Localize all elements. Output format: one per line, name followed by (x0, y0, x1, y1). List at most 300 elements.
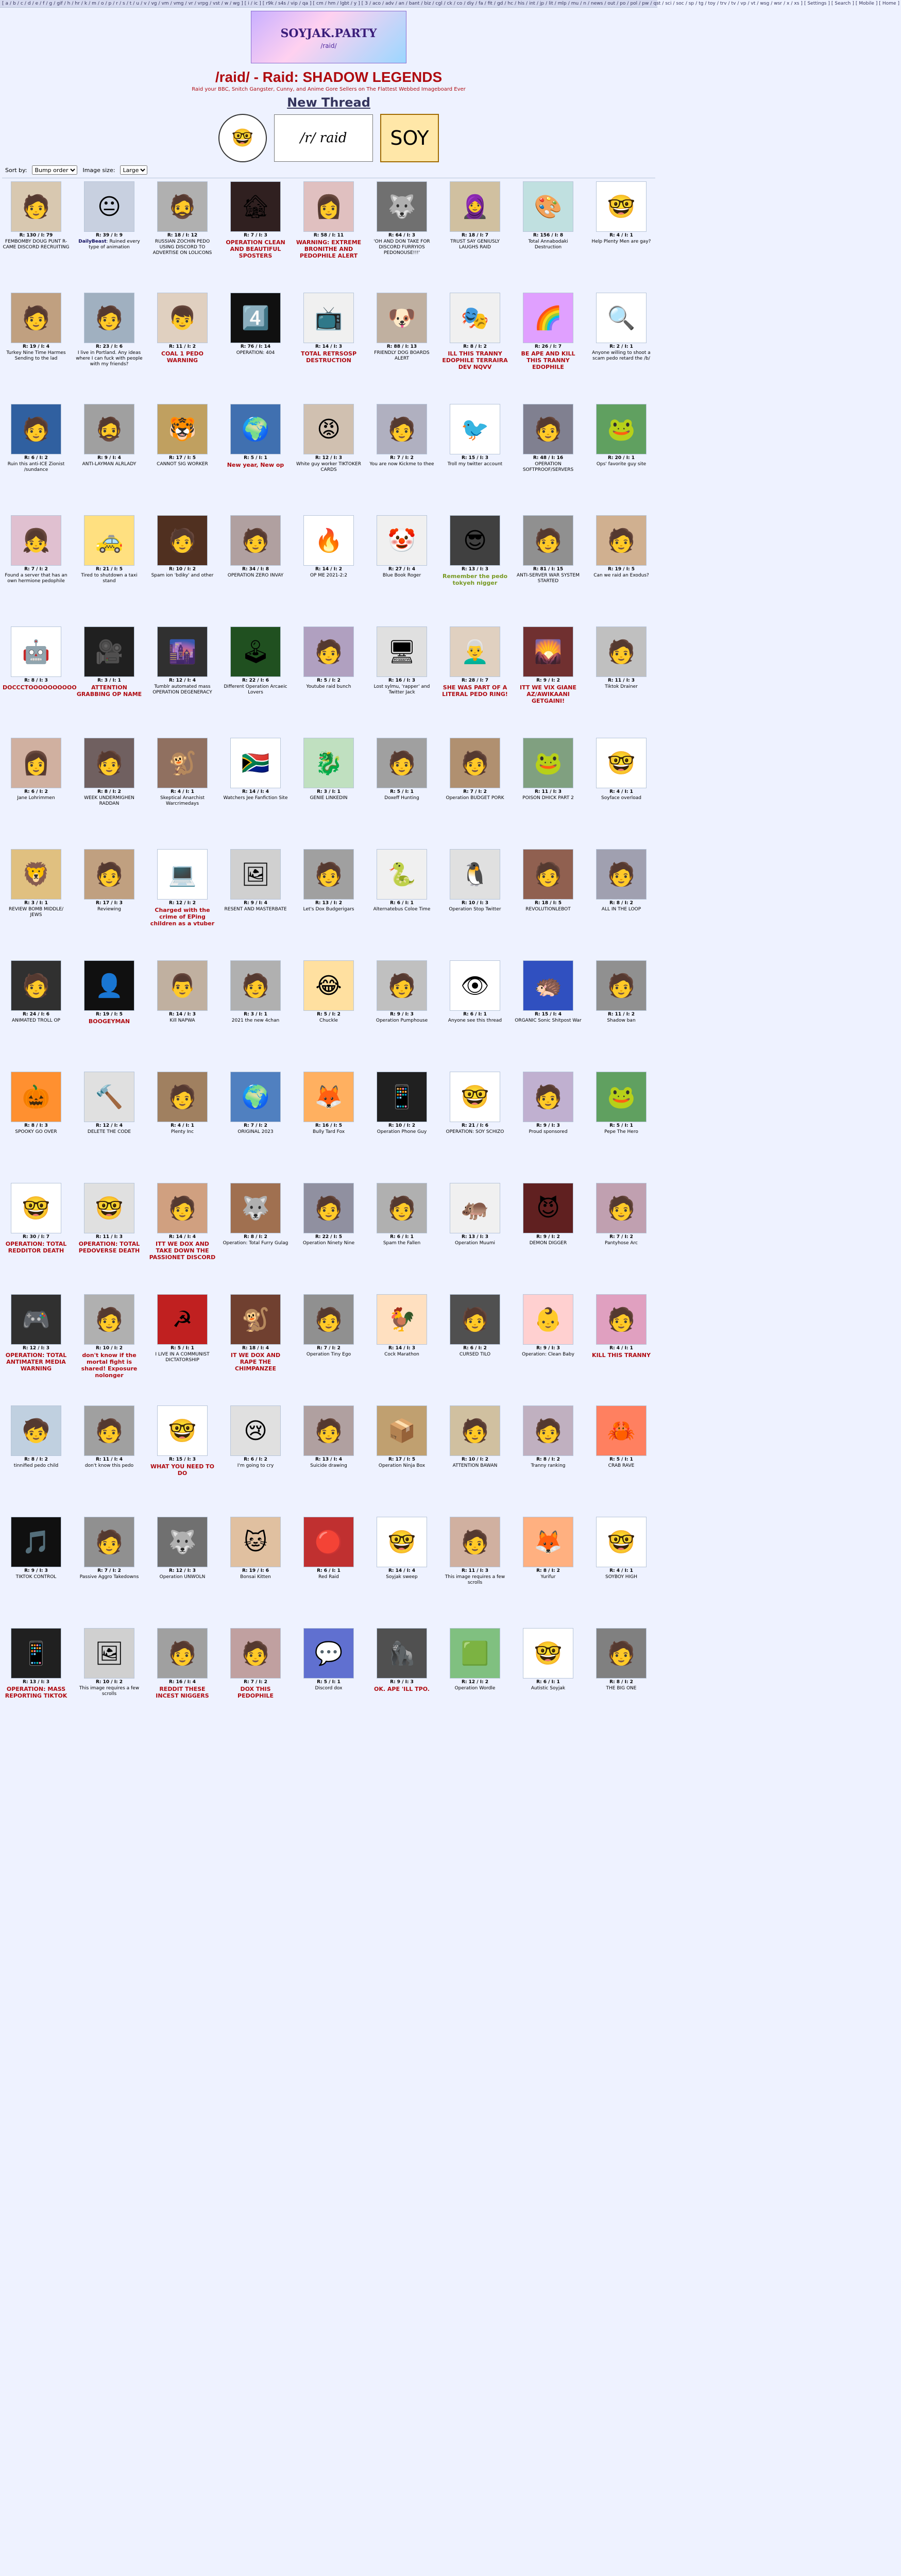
thread-thumbnail[interactable]: 👨 (157, 960, 208, 1011)
thread-thumbnail[interactable]: 🧑 (303, 1294, 354, 1345)
nav-item[interactable]: wg (233, 1, 240, 6)
nav-item[interactable]: adv (385, 1, 394, 6)
thread-thumbnail[interactable]: 🧑 (157, 1628, 208, 1679)
thread-thumbnail[interactable]: 🐺 (377, 181, 427, 232)
nav-item[interactable]: pw (642, 1, 649, 6)
catalog-thread[interactable] (294, 1072, 363, 1180)
nav-item[interactable]: b (13, 1, 16, 6)
thread-thumbnail[interactable]: 🤓 (11, 1183, 61, 1233)
nav-item[interactable]: biz (424, 1, 431, 6)
catalog-thread[interactable] (148, 404, 217, 512)
catalog-thread[interactable] (514, 738, 583, 846)
catalog-thread[interactable] (440, 738, 509, 846)
catalog-thread[interactable] (440, 1405, 509, 1514)
thread-thumbnail[interactable]: 🧑 (377, 960, 427, 1011)
catalog-thread[interactable] (514, 293, 583, 401)
thread-thumbnail[interactable]: 🦔 (523, 960, 573, 1011)
thread-thumbnail[interactable]: 🧑 (303, 849, 354, 900)
thread-thumbnail[interactable]: 🤓 (596, 1517, 647, 1567)
thread-thumbnail[interactable]: 🎨 (523, 181, 573, 232)
catalog-thread[interactable] (587, 849, 656, 957)
thread-thumbnail[interactable]: 🧑 (11, 404, 61, 454)
thread-thumbnail[interactable]: 🤓 (596, 738, 647, 788)
thread-thumbnail[interactable]: 📱 (377, 1072, 427, 1122)
thread-thumbnail[interactable]: 🧑 (450, 1405, 500, 1456)
thread-thumbnail[interactable]: 🤓 (157, 1405, 208, 1456)
catalog-thread[interactable] (514, 1294, 583, 1402)
thread-thumbnail[interactable]: 🌍 (230, 404, 281, 454)
thread-thumbnail[interactable]: 💬 (303, 1628, 354, 1679)
catalog-thread[interactable] (75, 626, 144, 735)
catalog-thread[interactable] (294, 1294, 363, 1402)
nav-item[interactable]: vp (740, 1, 746, 6)
catalog-thread[interactable] (294, 404, 363, 512)
catalog-thread[interactable] (294, 738, 363, 846)
thread-thumbnail[interactable]: 🧑 (450, 738, 500, 788)
thread-thumbnail[interactable]: 😢 (230, 1405, 281, 1456)
catalog-thread[interactable] (2, 181, 71, 290)
nav-item[interactable]: out (607, 1, 616, 6)
catalog-thread[interactable] (440, 1628, 509, 1736)
catalog-thread[interactable] (75, 1183, 144, 1291)
catalog-thread[interactable] (294, 1405, 363, 1514)
catalog-thread[interactable] (221, 1517, 290, 1625)
nav-item[interactable]: trv (720, 1, 727, 6)
new-thread-link[interactable]: New Thread (287, 95, 370, 110)
catalog-thread[interactable] (75, 404, 144, 512)
catalog-thread[interactable] (221, 738, 290, 846)
catalog-thread[interactable] (514, 1517, 583, 1625)
nav-item[interactable]: mu (571, 1, 579, 6)
nav-item[interactable]: wsg (760, 1, 770, 6)
thread-thumbnail[interactable]: 🏚 (230, 181, 281, 232)
nav-item[interactable]: an (398, 1, 404, 6)
nav-item[interactable]: jp (539, 1, 545, 6)
catalog-thread[interactable] (148, 849, 217, 957)
thread-thumbnail[interactable]: 🤓 (596, 181, 647, 232)
catalog-thread[interactable] (514, 181, 583, 290)
nav-item[interactable]: toy (708, 1, 716, 6)
thread-thumbnail[interactable]: 🦀 (596, 1405, 647, 1456)
thread-thumbnail[interactable]: 🧑 (596, 1628, 647, 1679)
catalog-thread[interactable] (367, 181, 436, 290)
soyjak-ad-icon[interactable]: 🤓 (218, 114, 267, 162)
nav-item[interactable]: f (43, 1, 45, 6)
nav-item[interactable]: ic (253, 1, 258, 6)
catalog-thread[interactable] (440, 1072, 509, 1180)
catalog-thread[interactable] (148, 1294, 217, 1402)
thread-thumbnail[interactable]: 🐸 (523, 738, 573, 788)
nav-item[interactable]: tv (731, 1, 736, 6)
catalog-thread[interactable] (367, 1294, 436, 1402)
thread-thumbnail[interactable]: 🧑 (11, 960, 61, 1011)
catalog-thread[interactable] (367, 1517, 436, 1625)
catalog-thread[interactable] (514, 626, 583, 735)
catalog-thread[interactable] (367, 626, 436, 735)
catalog-thread[interactable] (294, 849, 363, 957)
catalog-thread[interactable] (587, 738, 656, 846)
thread-thumbnail[interactable]: 🤓 (523, 1628, 573, 1679)
nav-item[interactable]: vst (213, 1, 220, 6)
thread-thumbnail[interactable]: 4️⃣ (230, 293, 281, 343)
nav-item[interactable]: v (144, 1, 147, 6)
catalog-thread[interactable] (75, 1628, 144, 1736)
thread-thumbnail[interactable]: 🧑 (596, 960, 647, 1011)
thread-thumbnail[interactable]: 🧑 (84, 1294, 134, 1345)
catalog-thread[interactable] (221, 626, 290, 735)
thread-thumbnail[interactable]: 🧑 (84, 293, 134, 343)
nav-item[interactable]: his (518, 1, 525, 6)
thread-thumbnail[interactable]: 👩 (303, 181, 354, 232)
thread-thumbnail[interactable]: 🌈 (523, 293, 573, 343)
thread-thumbnail[interactable]: 🐺 (230, 1183, 281, 1233)
catalog-thread[interactable] (294, 960, 363, 1069)
nav-item[interactable]: hm (328, 1, 336, 6)
thread-thumbnail[interactable]: 🧑 (11, 181, 61, 232)
nav-item[interactable]: vrpg (197, 1, 209, 6)
catalog-thread[interactable] (587, 1517, 656, 1625)
nav-item[interactable]: ck (447, 1, 452, 6)
thread-thumbnail[interactable]: 🤡 (377, 515, 427, 566)
catalog-thread[interactable] (2, 849, 71, 957)
nav-item[interactable]: sci (665, 1, 672, 6)
nav-item[interactable]: 3 (365, 1, 368, 6)
catalog-thread[interactable] (587, 1072, 656, 1180)
thread-thumbnail[interactable]: 👦 (157, 293, 208, 343)
catalog-thread[interactable] (440, 181, 509, 290)
nav-item[interactable]: gif (57, 1, 63, 6)
catalog-thread[interactable] (75, 293, 144, 401)
catalog-thread[interactable] (221, 1072, 290, 1180)
catalog-thread[interactable] (367, 293, 436, 401)
thread-thumbnail[interactable]: 🧑 (523, 515, 573, 566)
thread-thumbnail[interactable]: 🔨 (84, 1072, 134, 1122)
nav-item[interactable]: n (583, 1, 586, 6)
catalog-thread[interactable] (2, 960, 71, 1069)
thread-thumbnail[interactable]: 🌍 (230, 1072, 281, 1122)
thread-thumbnail[interactable]: 👩 (11, 738, 61, 788)
catalog-thread[interactable] (440, 1294, 509, 1402)
thread-thumbnail[interactable]: 🟩 (450, 1628, 500, 1679)
thread-thumbnail[interactable]: 🧑 (157, 1183, 208, 1233)
catalog-thread[interactable] (440, 293, 509, 401)
thread-thumbnail[interactable]: 🧑 (596, 849, 647, 900)
nav-item[interactable]: xs (794, 1, 800, 6)
catalog-thread[interactable] (221, 1294, 290, 1402)
thread-thumbnail[interactable]: 🐦 (450, 404, 500, 454)
thread-thumbnail[interactable]: 🧑 (596, 1294, 647, 1345)
catalog-thread[interactable] (148, 293, 217, 401)
catalog-thread[interactable] (2, 626, 77, 735)
thread-thumbnail[interactable]: 🕹 (230, 626, 281, 677)
catalog-thread[interactable] (440, 404, 509, 512)
catalog-thread[interactable] (587, 1405, 656, 1514)
thread-thumbnail[interactable]: 🧑 (596, 626, 647, 677)
catalog-thread[interactable] (294, 293, 363, 401)
nav-item[interactable]: tg (699, 1, 704, 6)
thread-thumbnail[interactable]: 🧑 (303, 626, 354, 677)
nav-item[interactable]: diy (467, 1, 474, 6)
thread-thumbnail[interactable]: 🔥 (303, 515, 354, 566)
nav-item[interactable]: fa (478, 1, 483, 6)
nav-item[interactable]: g (49, 1, 53, 6)
catalog-thread[interactable] (587, 293, 656, 401)
thread-thumbnail[interactable]: 🧑 (303, 1405, 354, 1456)
catalog-thread[interactable] (294, 1517, 363, 1625)
thread-thumbnail[interactable]: 💻 (157, 849, 208, 900)
catalog-thread[interactable] (2, 738, 71, 846)
nav-item[interactable]: qa (302, 1, 308, 6)
thread-thumbnail[interactable]: 🇿🇦 (230, 738, 281, 788)
nav-item[interactable]: r9k (266, 1, 274, 6)
catalog-thread[interactable] (75, 960, 144, 1069)
catalog-thread[interactable] (367, 1405, 436, 1514)
thread-thumbnail[interactable]: 🧑 (230, 1628, 281, 1679)
thread-thumbnail[interactable]: 🧑 (157, 515, 208, 566)
catalog-thread[interactable] (367, 849, 436, 957)
catalog-thread[interactable] (514, 1183, 583, 1291)
thread-thumbnail[interactable]: 🖥 (377, 626, 427, 677)
thread-thumbnail[interactable]: 🤓 (450, 1072, 500, 1122)
nav-item[interactable]: vm (161, 1, 169, 6)
catalog-thread[interactable] (221, 1183, 290, 1291)
thread-thumbnail[interactable]: 🧑 (450, 1517, 500, 1567)
catalog-thread[interactable] (2, 1072, 71, 1180)
nav-item[interactable]: lgbt (340, 1, 349, 6)
nav-item[interactable]: sp (688, 1, 694, 6)
catalog-thread[interactable] (367, 515, 436, 623)
thread-thumbnail[interactable]: 🤖 (11, 626, 61, 677)
thread-thumbnail[interactable]: 🔍 (596, 293, 647, 343)
image-size-select[interactable] (120, 165, 147, 175)
thread-thumbnail[interactable]: 🎭 (450, 293, 500, 343)
thread-thumbnail[interactable]: 🧕 (450, 181, 500, 232)
thread-thumbnail[interactable]: 🐸 (596, 404, 647, 454)
catalog-thread[interactable] (221, 1405, 290, 1514)
catalog-thread[interactable] (221, 515, 290, 623)
thread-thumbnail[interactable]: 🐒 (230, 1294, 281, 1345)
nav-item[interactable]: u (136, 1, 140, 6)
thread-thumbnail[interactable]: 🧑 (377, 404, 427, 454)
nav-item[interactable]: t (129, 1, 132, 6)
thread-thumbnail[interactable]: 😐 (84, 181, 134, 232)
catalog-thread[interactable] (148, 1072, 217, 1180)
catalog-thread[interactable] (221, 404, 290, 512)
thread-thumbnail[interactable]: 🐒 (157, 738, 208, 788)
thread-thumbnail[interactable]: 🧑 (303, 1183, 354, 1233)
thread-thumbnail[interactable]: 🐯 (157, 404, 208, 454)
catalog-thread[interactable] (148, 626, 217, 735)
nav-item[interactable]: Home (882, 1, 896, 6)
thread-thumbnail[interactable]: 🔴 (303, 1517, 354, 1567)
nav-item[interactable]: cgl (435, 1, 443, 6)
catalog-thread[interactable] (148, 1183, 217, 1291)
catalog-thread[interactable] (367, 1628, 436, 1736)
thread-thumbnail[interactable]: 🧑 (84, 849, 134, 900)
nav-item[interactable]: cm (316, 1, 324, 6)
nav-item[interactable]: h (67, 1, 71, 6)
thread-thumbnail[interactable]: 🐶 (377, 293, 427, 343)
catalog-thread[interactable] (294, 1183, 363, 1291)
thread-thumbnail[interactable]: 🧑 (523, 1072, 573, 1122)
thread-thumbnail[interactable]: 🧔 (84, 404, 134, 454)
thread-thumbnail[interactable]: 👨‍🦳 (450, 626, 500, 677)
site-banner[interactable] (251, 11, 406, 63)
nav-item[interactable]: hc (507, 1, 514, 6)
nav-item[interactable]: w (224, 1, 229, 6)
catalog-thread[interactable] (75, 1072, 144, 1180)
catalog-thread[interactable] (2, 515, 71, 623)
thread-thumbnail[interactable]: 🐺 (157, 1517, 208, 1567)
nav-item[interactable]: o (100, 1, 104, 6)
thread-thumbnail[interactable]: 📱 (11, 1628, 61, 1679)
catalog-thread[interactable] (440, 849, 509, 957)
thread-thumbnail[interactable]: 🌆 (157, 626, 208, 677)
catalog-thread[interactable] (75, 515, 144, 623)
raid-logo-ad[interactable]: /r/ raid (274, 114, 373, 162)
thread-thumbnail[interactable]: 😡 (303, 404, 354, 454)
catalog-thread[interactable] (148, 738, 217, 846)
thread-thumbnail[interactable]: 🧒 (11, 1405, 61, 1456)
catalog-thread[interactable] (2, 404, 71, 512)
nav-item[interactable]: e (35, 1, 39, 6)
catalog-thread[interactable] (294, 626, 363, 735)
catalog-thread[interactable] (514, 404, 583, 512)
nav-item[interactable]: x (787, 1, 790, 6)
catalog-thread[interactable] (75, 738, 144, 846)
catalog-thread[interactable] (514, 1072, 583, 1180)
thread-thumbnail[interactable]: 🧑 (84, 1405, 134, 1456)
thread-thumbnail[interactable]: 🐸 (596, 1072, 647, 1122)
thread-thumbnail[interactable]: 🦛 (450, 1183, 500, 1233)
catalog-thread[interactable] (587, 1183, 656, 1291)
nav-item[interactable]: vip (291, 1, 298, 6)
catalog-thread[interactable] (514, 515, 583, 623)
thread-thumbnail[interactable]: 🧑 (596, 1183, 647, 1233)
catalog-thread[interactable] (587, 515, 656, 623)
thread-thumbnail[interactable]: 🦊 (303, 1072, 354, 1122)
catalog-thread[interactable] (587, 960, 656, 1069)
thread-thumbnail[interactable]: 😈 (523, 1183, 573, 1233)
chip-ad-icon[interactable]: SOY (380, 114, 439, 162)
catalog-thread[interactable] (587, 181, 656, 290)
catalog-thread[interactable] (587, 1628, 656, 1736)
catalog-thread[interactable] (367, 960, 436, 1069)
nav-item[interactable]: co (456, 1, 463, 6)
catalog-thread[interactable] (2, 1183, 71, 1291)
thread-thumbnail[interactable]: 👁 (450, 960, 500, 1011)
thread-thumbnail[interactable]: 🦁 (11, 849, 61, 900)
catalog-thread[interactable] (75, 181, 144, 290)
catalog-thread[interactable] (367, 1183, 436, 1291)
catalog-thread[interactable] (367, 738, 436, 846)
thread-thumbnail[interactable]: 🧑 (84, 738, 134, 788)
thread-thumbnail[interactable]: 🖼 (84, 1628, 134, 1679)
catalog-thread[interactable] (367, 1072, 436, 1180)
catalog-thread[interactable] (221, 293, 290, 401)
thread-thumbnail[interactable]: 🎃 (11, 1072, 61, 1122)
nav-item[interactable]: news (591, 1, 603, 6)
nav-item[interactable]: po (620, 1, 626, 6)
thread-thumbnail[interactable]: 👶 (523, 1294, 573, 1345)
thread-thumbnail[interactable]: 🧑 (230, 960, 281, 1011)
sort-select[interactable] (32, 165, 77, 175)
nav-item[interactable]: vr (188, 1, 193, 6)
nav-item[interactable]: c (20, 1, 23, 6)
catalog-thread[interactable] (148, 181, 217, 290)
nav-item[interactable]: vg (151, 1, 157, 6)
thread-thumbnail[interactable]: 👧 (11, 515, 61, 566)
thread-thumbnail[interactable]: 🧑 (11, 293, 61, 343)
nav-item[interactable]: Mobile (859, 1, 874, 6)
nav-item[interactable]: lit (549, 1, 553, 6)
catalog-thread[interactable] (440, 1517, 509, 1625)
nav-item[interactable]: s (123, 1, 125, 6)
nav-item[interactable]: aco (372, 1, 381, 6)
thread-thumbnail[interactable]: 🧑 (450, 1294, 500, 1345)
catalog-thread[interactable] (221, 181, 290, 290)
catalog-thread[interactable] (294, 515, 363, 623)
catalog-thread[interactable] (440, 515, 509, 623)
catalog-thread[interactable] (440, 1183, 509, 1291)
nav-item[interactable]: fit (487, 1, 492, 6)
nav-item[interactable]: qst (653, 1, 661, 6)
nav-item[interactable]: m (92, 1, 96, 6)
nav-item[interactable]: bant (409, 1, 420, 6)
catalog-thread[interactable] (514, 849, 583, 957)
nav-item[interactable]: wsr (774, 1, 782, 6)
nav-item[interactable]: int (529, 1, 535, 6)
thread-thumbnail[interactable]: 🧑 (596, 515, 647, 566)
thread-thumbnail[interactable]: 🦍 (377, 1628, 427, 1679)
thread-thumbnail[interactable]: ☭ (157, 1294, 208, 1345)
thread-thumbnail[interactable]: 🎥 (84, 626, 134, 677)
nav-item[interactable]: a (5, 1, 9, 6)
catalog-thread[interactable] (75, 1294, 144, 1402)
nav-item[interactable]: r (116, 1, 118, 6)
catalog-thread[interactable] (367, 404, 436, 512)
thread-thumbnail[interactable]: 🐍 (377, 849, 427, 900)
catalog-thread[interactable] (587, 626, 656, 735)
catalog-thread[interactable] (2, 1628, 71, 1736)
nav-item[interactable]: vmg (173, 1, 184, 6)
catalog-thread[interactable] (294, 181, 363, 290)
thread-thumbnail[interactable]: 🧔 (157, 181, 208, 232)
nav-item[interactable]: gd (497, 1, 503, 6)
thread-thumbnail[interactable]: 🌄 (523, 626, 573, 677)
catalog-thread[interactable] (148, 960, 217, 1069)
catalog-thread[interactable] (75, 849, 144, 957)
thread-thumbnail[interactable]: 🧑 (84, 1517, 134, 1567)
nav-item[interactable]: vt (751, 1, 756, 6)
nav-item[interactable]: d (27, 1, 31, 6)
catalog-thread[interactable] (587, 1294, 656, 1402)
nav-item[interactable]: Search (835, 1, 851, 6)
thread-thumbnail[interactable]: 🧑 (157, 1072, 208, 1122)
catalog-thread[interactable] (440, 626, 509, 735)
nav-item[interactable]: y (353, 1, 357, 6)
catalog-thread[interactable] (514, 960, 583, 1069)
nav-item[interactable]: hr (75, 1, 80, 6)
thread-thumbnail[interactable]: 🤓 (377, 1517, 427, 1567)
catalog-thread[interactable] (221, 960, 290, 1069)
thread-thumbnail[interactable]: 🐓 (377, 1294, 427, 1345)
catalog-thread[interactable] (148, 515, 217, 623)
catalog-thread[interactable] (2, 1294, 71, 1402)
nav-item[interactable]: s4s (278, 1, 286, 6)
nav-item[interactable]: pol (630, 1, 638, 6)
nav-item[interactable]: mlp (557, 1, 567, 6)
